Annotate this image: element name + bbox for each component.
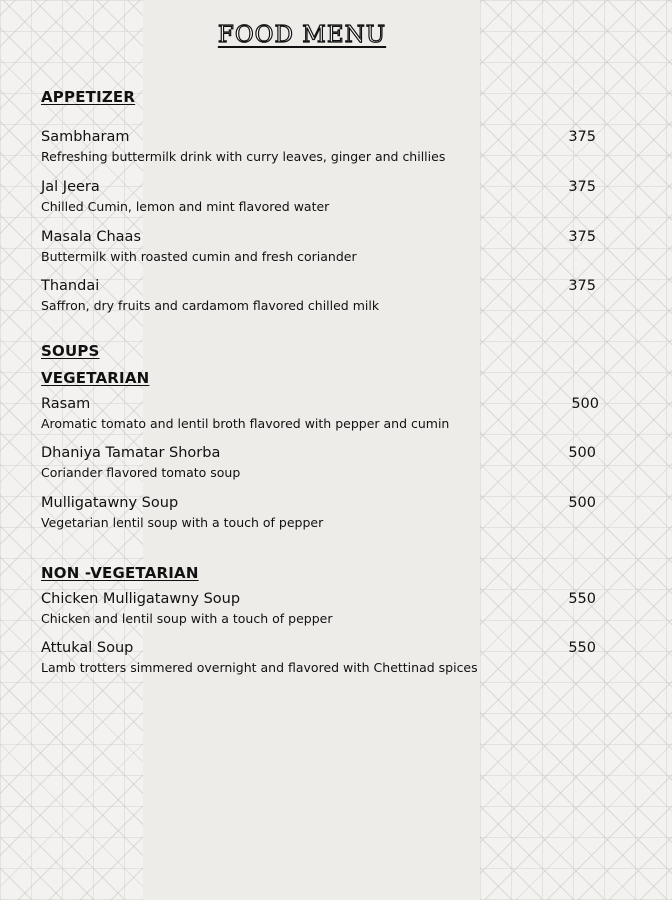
item-price: 375 — [568, 179, 596, 195]
item-description: Chicken and lentil soup with a touch of pepper — [41, 611, 333, 626]
item-price: 500 — [568, 445, 596, 461]
section-heading-appetizer: APPETIZER — [41, 88, 136, 106]
item-price: 500 — [568, 495, 596, 511]
item-name: Mulligatawny Soup — [41, 495, 179, 511]
item-description: Saffron, dry fruits and cardamom flavored chilled milk — [41, 298, 380, 313]
item-name: Attukal Soup — [41, 640, 134, 656]
item-description: Refreshing buttermilk drink with curry leaves, ginger and chillies — [41, 149, 446, 164]
item-price: 500 — [571, 396, 599, 412]
item-description: Vegetarian lentil soup with a touch of pepper — [41, 515, 324, 530]
item-name: Rasam — [41, 396, 91, 412]
subsection-heading-non-vegetarian: NON -VEGETARIAN — [41, 564, 199, 582]
item-price: 375 — [568, 129, 596, 145]
item-name: Masala Chaas — [41, 229, 141, 245]
item-name: Chicken Mulligatawny Soup — [41, 591, 241, 607]
item-price: 375 — [568, 229, 596, 245]
item-description: Chilled Cumin, lemon and mint flavored water — [41, 199, 330, 214]
item-name: Dhaniya Tamatar Shorba — [41, 445, 221, 461]
item-description: Aromatic tomato and lentil broth flavored with pepper and cumin — [41, 416, 450, 431]
item-description: Lamb trotters simmered overnight and flavored with Chettinad spices — [41, 660, 478, 675]
item-price: 550 — [568, 640, 596, 656]
section-heading-soups: SOUPS — [41, 342, 100, 360]
item-description: Buttermilk with roasted cumin and fresh coriander — [41, 249, 357, 264]
item-name: Thandai — [41, 278, 100, 294]
item-price: 375 — [568, 278, 596, 294]
subsection-heading-vegetarian: VEGETARIAN — [41, 369, 150, 387]
item-name: Sambharam — [41, 129, 130, 145]
item-name: Jal Jeera — [41, 179, 100, 195]
item-price: 550 — [568, 591, 596, 607]
item-description: Coriander flavored tomato soup — [41, 465, 241, 480]
menu-title: FOOD MENU — [217, 22, 387, 48]
